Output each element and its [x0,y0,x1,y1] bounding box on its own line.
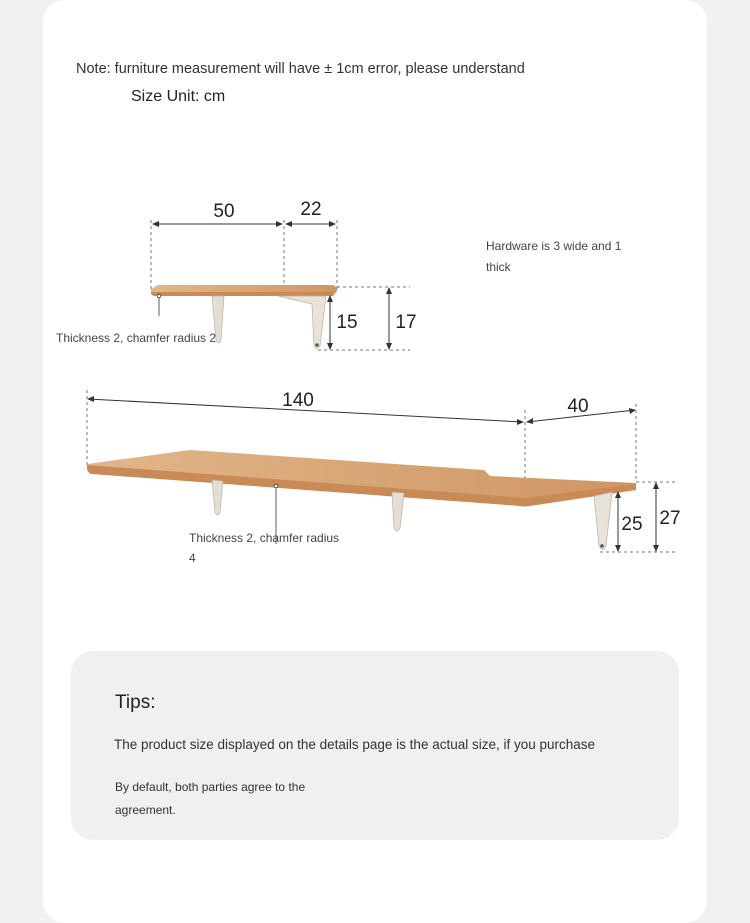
measurement-note: Note: furniture measurement will have ± 1cm error, please understand [76,61,525,77]
large-width-value: 140 [282,390,314,411]
large-thickness-note: Thickness 2, chamfer radius 4 [189,531,340,565]
small-width-value: 50 [213,201,235,222]
small-height-outer-value: 17 [395,312,417,333]
large-shelf [87,390,681,552]
tips-text: The product size displayed on the details page is the actual size, if you purchase [114,737,596,752]
large-depth-value: 40 [567,396,589,417]
size-unit-label: Size Unit: cm [131,88,226,105]
small-depth-value: 22 [300,199,322,220]
tips-default-text: By default, both parties agree to the agreement. [115,780,306,817]
small-thickness-note: Thickness 2, chamfer radius 2 [56,331,217,345]
hardware-note: Hardware is 3 wide and 1 thick [486,239,622,274]
tips-title: Tips: [115,692,156,713]
small-height-inner-value: 15 [336,312,358,333]
large-height-outer-value: 27 [659,508,681,529]
large-height-inner-value: 25 [621,514,643,535]
